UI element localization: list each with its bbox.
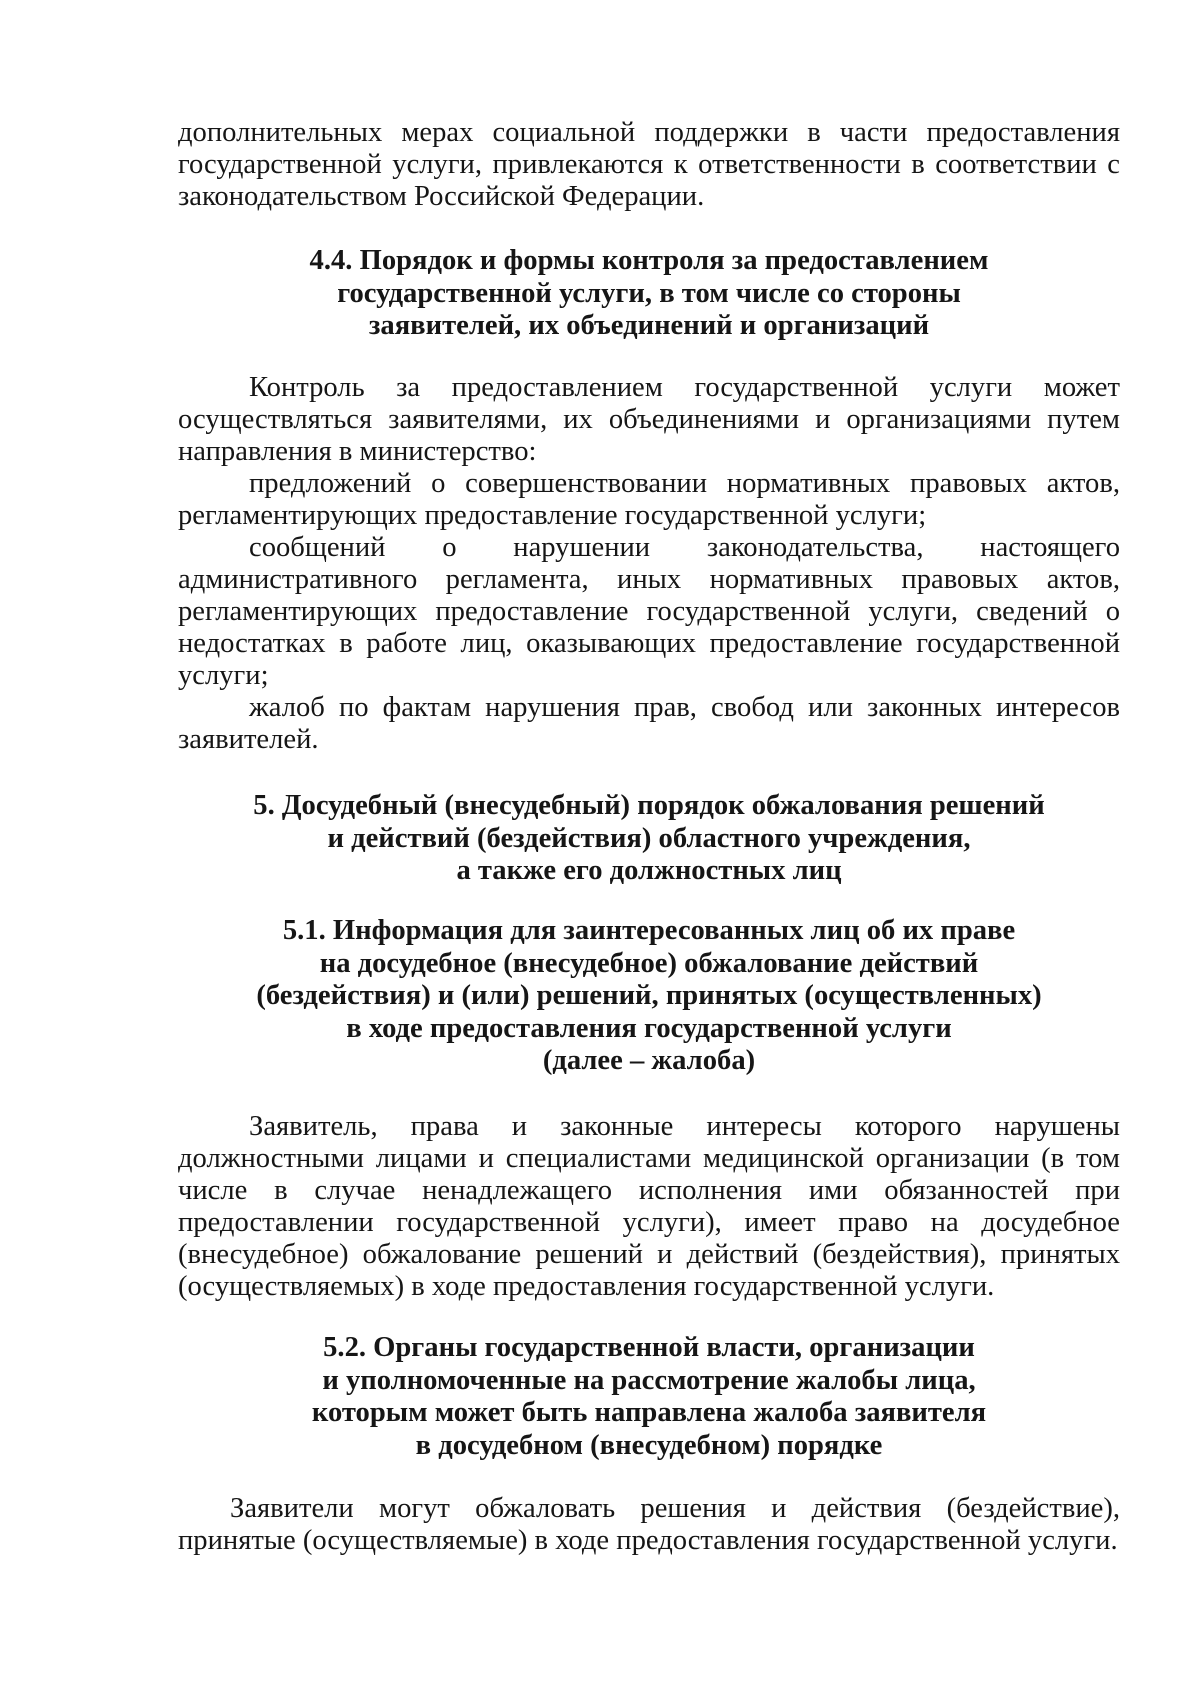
section-5-2-paragraph: Заявители могут обжаловать решения и действия (бездействие), принятые (осуществляемые) в ходе предоставления государственной услуги. (178, 1493, 1120, 1556)
section-5-1-heading-line-2: на досудебное (внесудебное) обжалование действий (319, 947, 979, 979)
section-4-4-heading-line-3: заявителей, их объединений и организаций (368, 310, 930, 341)
section-5-heading-line-2: и действий (бездействия) областного учреждения, (327, 822, 971, 854)
section-5-1-heading-line-5: (далее – жалоба) (542, 1045, 756, 1076)
section-4-4-heading-line-2: государственной услуги, в том числе со стороны (337, 277, 961, 309)
section-5-heading (178, 790, 1120, 888)
section-5-heading-line-3: а также его должностных лиц (456, 855, 842, 886)
section-5-1-heading (178, 915, 1120, 1078)
section-4-4-heading (178, 245, 1120, 343)
complaints-paragraph: жалоб по фактам нарушения прав, свобод или законных интересов заявителей. (178, 692, 1120, 755)
reports-paragraph: сообщений о нарушении законодательства, настоящего административного регламента, иных нормативных правовых актов, регламентирующих предоставление государственной услуги, сведений о недостатках в работе лиц, оказывающих предоставление государственной услуги; (178, 532, 1120, 691)
intro-paragraph: дополнительных мерах социальной поддержки в части предоставления государственной услуги, привлекаются к ответственности в соответствии с законодательством Российской Федерации. (178, 117, 1120, 212)
control-paragraph: Контроль за предоставлением государственной услуги может осуществляться заявителями, их объединениями и организациями путем направления в министерство: (178, 372, 1120, 467)
section-5-heading-line-1: 5. Досудебный (внесудебный) порядок обжалования решений (253, 790, 1045, 821)
section-5-2-heading-line-2: и уполномоченные на рассмотрение жалобы лица, (322, 1364, 976, 1396)
section-5-1-paragraph: Заявитель, права и законные интересы которого нарушены должностными лицами и специалистами медицинской организации (в том числе в случае ненадлежащего исполнения ими обязанностей при предоставлении государственной услуги), имеет право на досудебное (внесудебное) обжалование решений и действий (бездействия), принятых (осуществляемых) в ходе предоставления государственной услуги. (178, 1111, 1120, 1302)
section-5-2-heading-line-1: 5.2. Органы государственной власти, организации (323, 1332, 975, 1363)
section-5-1-heading-line-4: в ходе предоставления государственной услуги (346, 1012, 952, 1044)
section-5-2-heading (178, 1332, 1120, 1462)
section-5-1-heading-line-3: (бездействия) и (или) решений, принятых (осуществленных) (256, 980, 1042, 1011)
section-4-4-heading-line-1: 4.4. Порядок и формы контроля за предоставлением (309, 245, 989, 276)
section-5-1-heading-line-1: 5.1. Информация для заинтересованных лиц об их праве (282, 915, 1016, 946)
section-4-4-body (178, 372, 1120, 756)
section-5-2-heading-line-3: которым может быть направлена жалоба заявителя (311, 1397, 987, 1428)
proposals-paragraph: предложений о совершенствовании нормативных правовых актов, регламентирующих предоставление государственной услуги; (178, 468, 1120, 531)
section-5-2-heading-line-4: в досудебном (внесудебном) порядке (415, 1429, 883, 1461)
